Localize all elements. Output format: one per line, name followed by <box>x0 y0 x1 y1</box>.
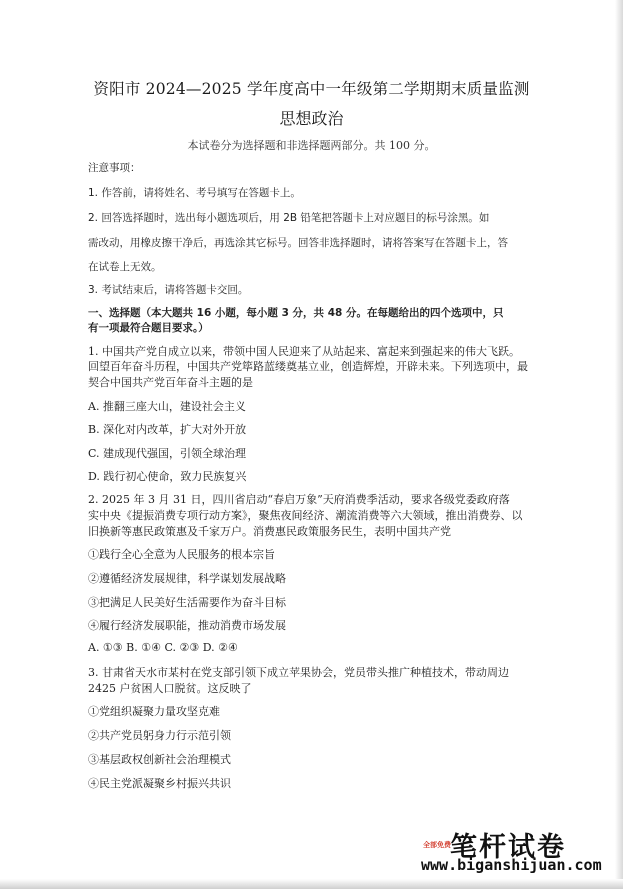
q2-stem-line-2: 实中央《提振消费专项行动方案》，聚焦夜间经济、潮流消费等六大领域，推出消费券、以 <box>88 509 523 522</box>
q1-option-a: A. 推翻三座大山，建设社会主义 <box>88 400 246 413</box>
q2-options: A. ①③ B. ①④ C. ②③ D. ②④ <box>88 641 238 654</box>
notice-item-1: 1. 作答前，请将姓名、考号填写在答题卡上。 <box>88 187 301 199</box>
watermark-tag: 全部免费 <box>423 841 451 849</box>
q3-stem-line-2: 2425 户贫困人口脱贫。这反映了 <box>88 682 252 695</box>
q3-statement-2: ②共产党员躬身力行示范引领 <box>88 729 231 742</box>
q1-stem-line-3: 契合中国共产党百年奋斗主题的是 <box>88 376 253 389</box>
watermark-brand: 笔杆试卷 <box>450 832 566 863</box>
q2-statement-4: ④履行经济发展职能，推动消费市场发展 <box>88 619 286 632</box>
q3-statement-3: ③基层政权创新社会治理模式 <box>88 753 231 766</box>
subject-title: 思想政治 <box>279 109 344 128</box>
notice-item-2-cont: 需改动，用橡皮擦干净后，再选涂其它标号。回答非选择题时，请将答案写在答题卡上，答 <box>88 237 508 249</box>
notice-item-2: 2. 回答选择题时，选出每小题选项后，用 2B 铅笔把答题卡上对应题目的标号涂黑。如 <box>88 212 490 224</box>
notice-item-2-end: 在试卷上无效。 <box>88 261 162 273</box>
page-bottom-shadow <box>0 879 623 889</box>
q2-statement-1: ①践行全心全意为人民服务的根本宗旨 <box>88 548 275 561</box>
q2-stem-line-1: 2. 2025 年 3 月 31 日，四川省启动“春启万象”天府消费季活动，要求各级党委政府落 <box>88 493 510 506</box>
watermark-url: www.biganshijuan.com <box>421 856 602 874</box>
q1-option-d: D. 践行初心使命，致力民族复兴 <box>88 470 247 483</box>
q2-stem-line-3: 旧换新等惠民政策惠及千家万户。消费惠民政策服务民生，表明中国共产党 <box>88 525 451 538</box>
q1-stem-line-1: 1. 中国共产党自成立以来，带领中国人民迎来了从站起来、富起来到强起来的伟大飞跃。 <box>88 345 520 358</box>
page-edge-shadow <box>615 0 623 889</box>
exam-title: 资阳市 2024—2025 学年度高中一年级第二学期期末质量监测 <box>93 80 530 98</box>
notice-item-3: 3. 考试结束后，请将答题卡交回。 <box>88 284 249 296</box>
q3-stem-line-1: 3. 甘肃省天水市某村在党支部引领下成立苹果协会，党员带头推广种植技术，带动周边 <box>88 666 509 679</box>
section-heading-cont: 有一项最符合题目要求。） <box>88 322 209 334</box>
q1-stem-line-2: 回望百年奋斗历程，中国共产党筚路蓝缕奠基立业，创造辉煌，开辟未来。下列选项中，最 <box>88 360 528 373</box>
q1-option-b: B. 深化对内改革，扩大对外开放 <box>88 423 247 436</box>
q3-statement-4: ④民主党派凝聚乡村振兴共识 <box>88 777 231 790</box>
q1-option-c: C. 建成现代强国，引领全球治理 <box>88 447 247 460</box>
exam-intro: 本试卷分为选择题和非选择题两部分。共 100 分。 <box>187 139 436 152</box>
notice-heading: 注意事项： <box>88 162 141 174</box>
q3-statement-1: ①党组织凝聚力量攻坚克难 <box>88 705 220 718</box>
section-heading: 一、选择题（本大题共 16 小题，每小题 3 分，共 48 分。在每题给出的四个选项中，只 <box>88 307 504 319</box>
q2-statement-2: ②遵循经济发展规律，科学谋划发展战略 <box>88 572 286 585</box>
q2-statement-3: ③把满足人民美好生活需要作为奋斗目标 <box>88 596 286 609</box>
